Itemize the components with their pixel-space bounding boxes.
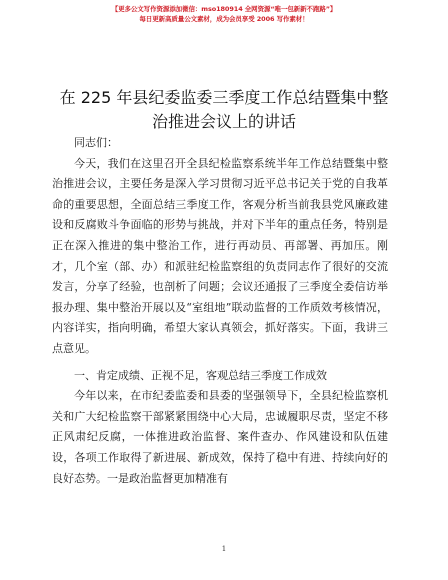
paragraph-2: 今年以来，在市纪委监委和县委的坚强领导下，全县纪检监察机关和广大纪检监察干部紧紧围绕中心大局，忠诚履职尽责，坚定不移正风肃纪反腐，一体推进政治监督、案件查办、作风建设和队伍建设，各项工作取得了新进展、新成效，保持了稳中有进、持续向好的良好态势。一是政治监督更加精准有 [52,389,388,485]
title-line-1: 在 225 年县纪委监委三季度工作总结暨集中整 [59,88,389,107]
title-line-2: 治推进会议上的讲话 [151,112,296,131]
document-body [52,133,388,489]
banner-line-1[interactable]: 【更多公文写作资源添加微信：mso180914 全网资源“唯一包新新不跑路”】 [111,5,337,13]
section-heading-1: 一、肯定成绩、正视不足，客观总结三季度工作成效 [74,368,327,382]
salutation: 同志们： [74,136,118,149]
banner-line-2[interactable]: 每日更新高质量公文素材，成为会员享受 2006 写作素材！ [139,15,309,23]
promo-banner[interactable] [60,4,388,24]
page-number: 1 [221,545,227,553]
document-title [50,86,398,134]
paragraph-1: 今天，我们在这里召开全县纪检监察系统半年工作总结暨集中整治推进会议，主要任务是深入学习贯彻习近平总书记关于党的自我革命的重要思想，全面总结三季度工作，客观分析当前我县党风廉政建设和反腐败斗争面临的形势与挑战，并对下半年的重点任务，特别是正在深入推进的集中整治工作，进行再动员、再部署、再加压。刚才，几个室（部、办）和派驻纪检监察组的负责同志作了很好的交流发言，分享了经验，也剖析了问题；会议还通报了三季度全委信访举报办理、集中整治开展以及“室组地”联动监督的工作质效考核情况，内容详实，指向明确，希望大家认真领会，抓好落实。下面，我讲三点意见。 [52,156,388,355]
